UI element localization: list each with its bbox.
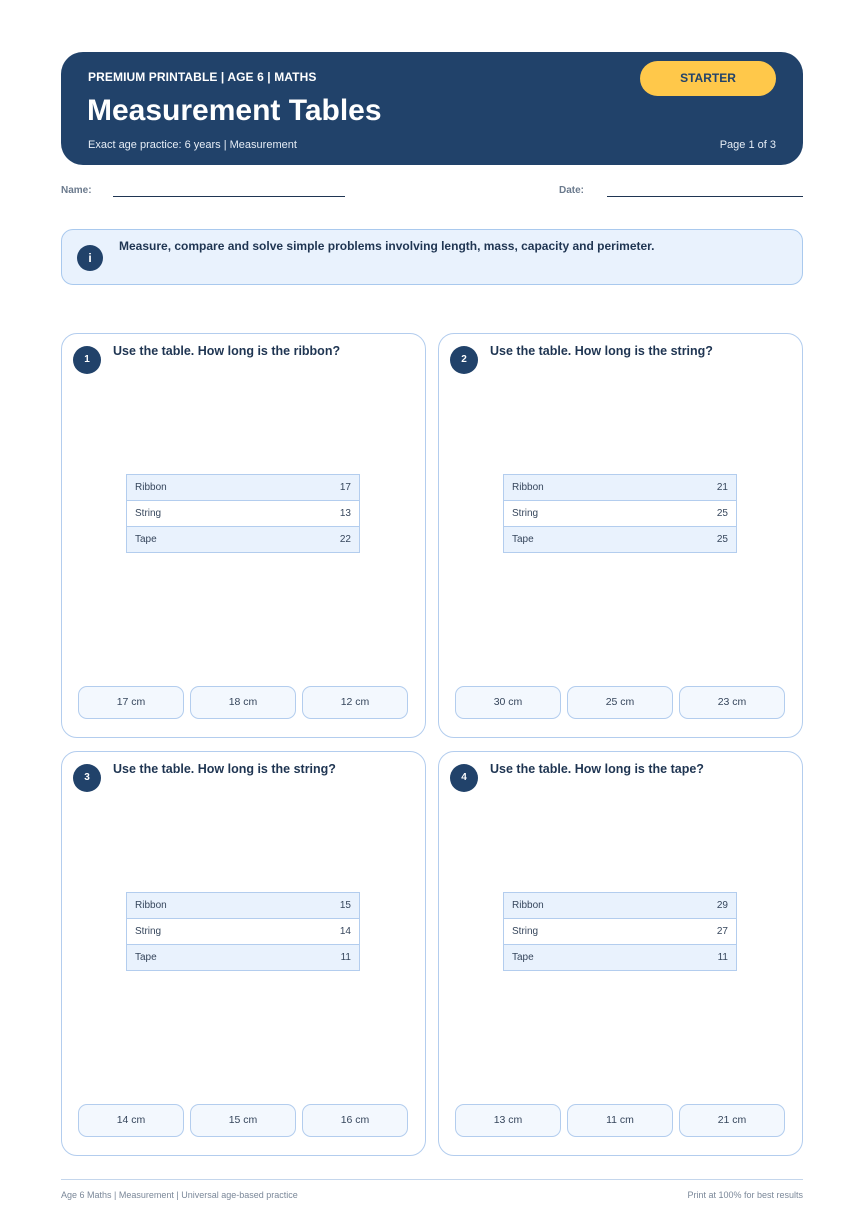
footer-right-text: Print at 100% for best results xyxy=(687,1190,803,1200)
question-prompt: Use the table. How long is the string? xyxy=(113,762,336,776)
table-row xyxy=(127,919,360,945)
question-card-1 xyxy=(61,333,426,738)
date-label: Date: xyxy=(559,185,585,196)
page-title: Measurement Tables xyxy=(87,94,382,127)
footer-left-text: Age 6 Maths | Measurement | Universal age-based practice xyxy=(61,1190,298,1200)
date-line[interactable] xyxy=(607,196,803,197)
question-number: 3 xyxy=(73,764,101,792)
answer-option-c[interactable]: 16 cm xyxy=(302,1104,408,1137)
row-value: 22 xyxy=(275,527,360,553)
header-subtitle: Exact age practice: 6 years | Measurement xyxy=(88,139,297,151)
question-number: 2 xyxy=(450,346,478,374)
row-value: 27 xyxy=(652,919,737,945)
name-label: Name: xyxy=(61,185,92,196)
table-row xyxy=(504,893,737,919)
table-row xyxy=(127,945,360,971)
question-card-2 xyxy=(438,333,803,738)
question-prompt: Use the table. How long is the ribbon? xyxy=(113,344,341,358)
answer-option-c[interactable]: 12 cm xyxy=(302,686,408,719)
table-row xyxy=(504,475,737,501)
question-prompt: Use the table. How long is the tape? xyxy=(490,762,704,776)
table-row xyxy=(127,893,360,919)
answer-option-c[interactable]: 23 cm xyxy=(679,686,785,719)
table-row xyxy=(504,501,737,527)
table-row xyxy=(127,527,360,553)
answer-option-a[interactable]: 14 cm xyxy=(78,1104,184,1137)
row-label: String xyxy=(127,501,275,527)
info-icon: i xyxy=(77,245,103,271)
row-label: Tape xyxy=(504,945,652,971)
question-prompt: Use the table. How long is the string? xyxy=(490,344,713,358)
row-value: 17 xyxy=(275,475,360,501)
row-value: 14 xyxy=(275,919,360,945)
table-row xyxy=(504,527,737,553)
measurement-table xyxy=(503,892,737,971)
row-label: Tape xyxy=(127,945,275,971)
answer-option-a[interactable]: 17 cm xyxy=(78,686,184,719)
row-value: 15 xyxy=(275,893,360,919)
instructions-banner xyxy=(61,229,803,285)
row-value: 21 xyxy=(652,475,737,501)
footer-divider xyxy=(61,1179,803,1180)
answer-option-c[interactable]: 21 cm xyxy=(679,1104,785,1137)
row-label: Tape xyxy=(127,527,275,553)
row-label: String xyxy=(504,919,652,945)
row-value: 11 xyxy=(275,945,360,971)
table-row xyxy=(504,945,737,971)
level-badge: STARTER xyxy=(640,61,776,96)
row-value: 29 xyxy=(652,893,737,919)
table-row xyxy=(504,919,737,945)
answer-option-a[interactable]: 30 cm xyxy=(455,686,561,719)
worksheet-header xyxy=(61,52,803,165)
name-line[interactable] xyxy=(113,196,345,197)
question-number: 4 xyxy=(450,764,478,792)
table-row xyxy=(127,475,360,501)
answer-option-b[interactable]: 18 cm xyxy=(190,686,296,719)
row-value: 25 xyxy=(652,527,737,553)
question-card-4 xyxy=(438,751,803,1156)
row-label: Ribbon xyxy=(127,893,275,919)
row-value: 11 xyxy=(652,945,737,971)
instructions-text: Measure, compare and solve simple problems involving length, mass, capacity and perimeter. xyxy=(119,239,655,253)
row-value: 13 xyxy=(275,501,360,527)
answer-option-b[interactable]: 15 cm xyxy=(190,1104,296,1137)
row-label: String xyxy=(127,919,275,945)
row-value: 25 xyxy=(652,501,737,527)
answer-option-b[interactable]: 11 cm xyxy=(567,1104,673,1137)
row-label: Ribbon xyxy=(504,893,652,919)
row-label: Tape xyxy=(504,527,652,553)
question-card-3 xyxy=(61,751,426,1156)
row-label: Ribbon xyxy=(127,475,275,501)
page-number: Page 1 of 3 xyxy=(719,139,776,151)
row-label: Ribbon xyxy=(504,475,652,501)
answer-option-a[interactable]: 13 cm xyxy=(455,1104,561,1137)
answer-option-b[interactable]: 25 cm xyxy=(567,686,673,719)
header-eyebrow: PREMIUM PRINTABLE | AGE 6 | MATHS xyxy=(88,70,317,84)
measurement-table xyxy=(126,892,360,971)
table-row xyxy=(127,501,360,527)
question-number: 1 xyxy=(73,346,101,374)
measurement-table xyxy=(503,474,737,553)
measurement-table xyxy=(126,474,360,553)
row-label: String xyxy=(504,501,652,527)
